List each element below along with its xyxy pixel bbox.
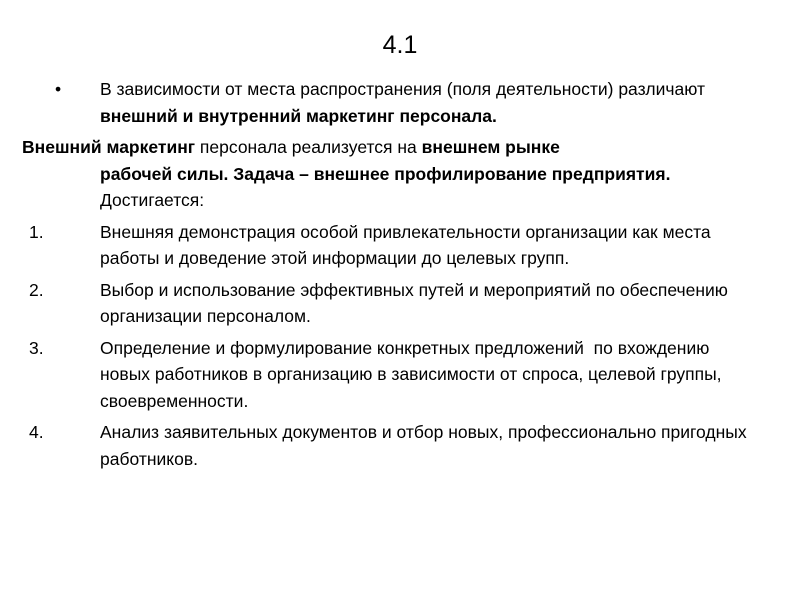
lead-first-line <box>0 134 800 161</box>
list-item-3 <box>0 335 760 415</box>
lead-paragraph <box>0 134 800 214</box>
bullet-text: В зависимости от места распространения (поля деятельности) различают <box>100 79 706 99</box>
bullet-paragraph <box>0 76 760 129</box>
list-item-text: Выбор и использование эффективных путей и мероприятий по обеспечению организации персоналом. <box>100 279 728 326</box>
list-item-text: Анализ заявительных документов и отбор новых, профессионально пригодных работников. <box>100 422 747 469</box>
list-item-1 <box>0 219 760 272</box>
lead-bold-2: внешнем рынке <box>421 137 560 157</box>
list-item-number: 2. <box>29 279 44 300</box>
lead-bold-1: Внешний маркетинг <box>22 137 196 157</box>
list-item-number: 4. <box>29 422 44 442</box>
lead-normal-1: персонала реализуется на <box>195 137 422 157</box>
list-item-2 <box>0 277 760 330</box>
bullet-text-bold: внешний и внутренний маркетинг персонала. <box>100 105 497 126</box>
list-item-text: Внешняя демонстрация особой привлекательности организации как места работы и доведение этой информации до целевых групп. <box>100 221 711 268</box>
lead-bold-3: рабочей силы. Задача – внешнее профилирование предприятия. <box>100 163 671 184</box>
lead-normal-2: Достигается: <box>100 190 205 210</box>
lead-continuation <box>0 161 740 214</box>
list-item-number: 1. <box>29 221 44 242</box>
bullet-marker: • <box>55 79 62 99</box>
slide-title: 4.1 <box>382 31 418 59</box>
list-item-number: 3. <box>29 337 44 358</box>
slide-content <box>0 76 800 477</box>
list-item-4 <box>0 419 760 472</box>
list-item-text: Определение и формулирование конкретных предложений по вхождению новых работников в организацию в зависимости от спроса, целевой группы, своевременности. <box>100 337 727 411</box>
